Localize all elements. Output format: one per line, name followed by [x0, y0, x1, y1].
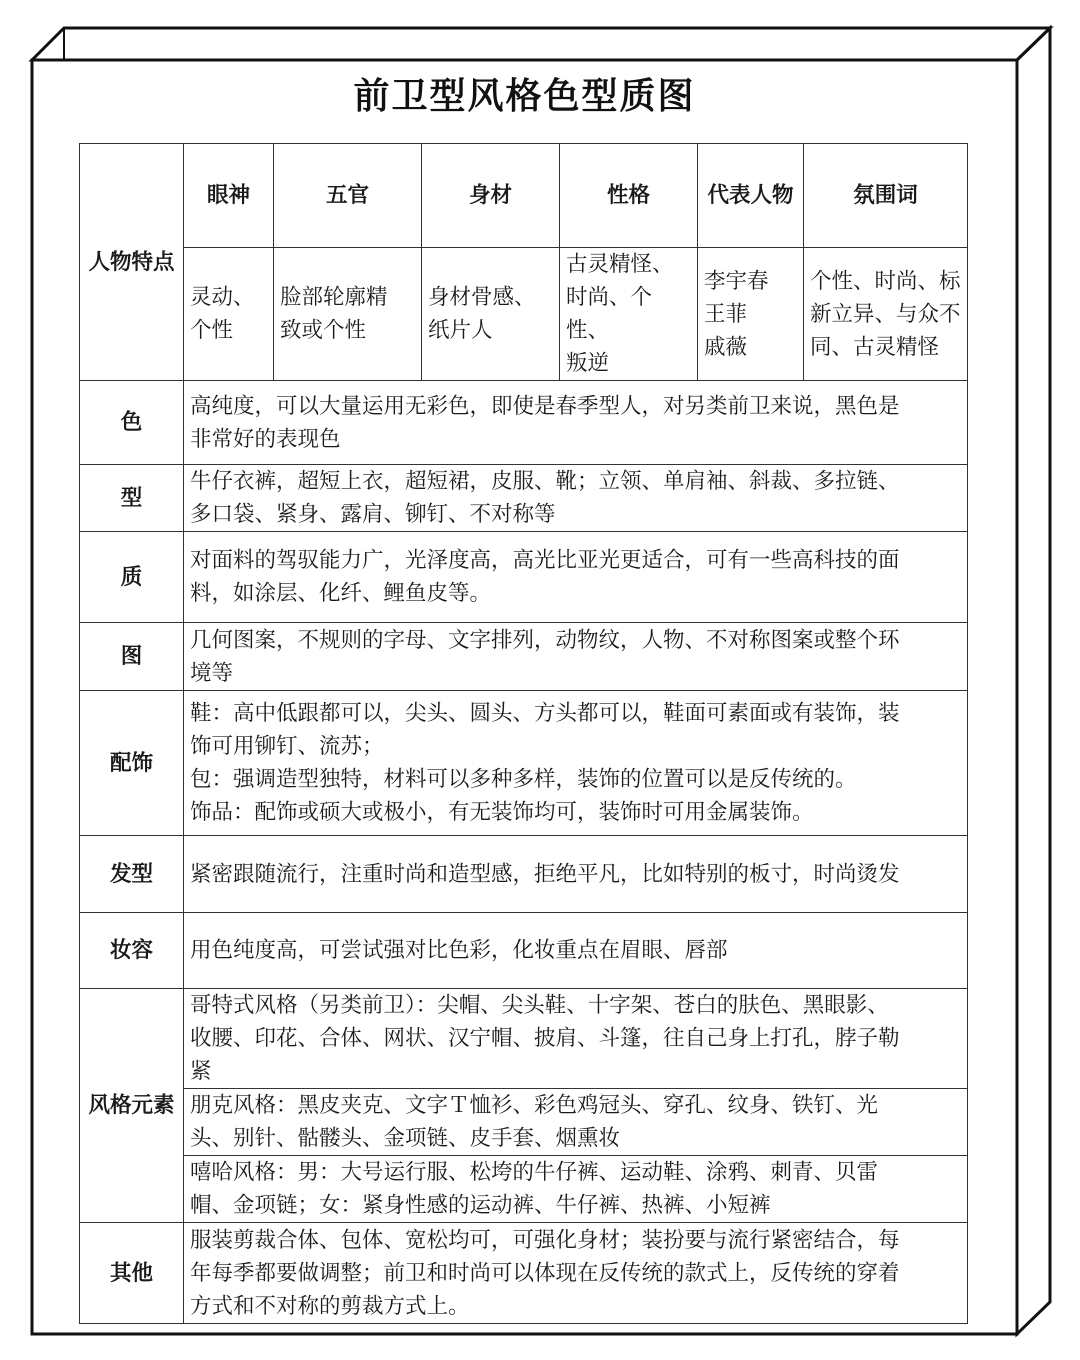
text-line: 高纯度，可以大量运用无彩色，即使是春季型人，对另类前卫来说，黑色是: [190, 393, 900, 419]
row-elements-gothic: [80, 989, 968, 1089]
row-label-makeup: 妆容: [80, 913, 184, 989]
header-eyes: 眼神: [184, 144, 274, 248]
row-shape: [80, 465, 968, 532]
value-atmosphere-words: [804, 248, 968, 381]
text-line: 李宇春: [704, 268, 769, 294]
row-label-shape: 型: [80, 465, 184, 532]
row-content-other: [184, 1223, 968, 1324]
text-line: 头、别针、骷髅头、金项链、皮手套、烟熏妆: [190, 1126, 621, 1151]
elements-punk: [184, 1089, 968, 1156]
elements-hiphop: [184, 1156, 968, 1223]
style-table: [79, 143, 968, 1324]
text-line: 个性: [190, 318, 234, 343]
features-value-row: [80, 248, 968, 381]
row-label-accessories: 配饰: [80, 691, 184, 836]
text-line: 同、古灵精怪: [810, 334, 940, 360]
text-line: 嘻哈风格：男：大号运行服、松垮的牛仔裤、运动鞋、涂鸦、刺青、贝雷: [190, 1160, 879, 1185]
text-line: 用色纯度高，可尝试强对比色彩，化妆重点在眉眼、唇部: [190, 938, 728, 963]
text-line: 朋克风格：黑皮夹克、文字Ｔ恤衫、彩色鸡冠头、穿孔、纹身、铁钉、光: [190, 1093, 879, 1118]
text-line: 鞋：高中低跟都可以，尖头、圆头、方头都可以，鞋面可素面或有装饰，装: [190, 701, 900, 726]
text-line: 非常好的表现色: [190, 426, 341, 452]
text-line: 境等: [190, 660, 234, 686]
text-line: 灵动、: [190, 285, 255, 310]
text-line: 牛仔衣裤，超短上衣，超短裙，皮服、靴；立领、单肩袖、斜裁、多拉链、: [190, 469, 900, 494]
text-line: 个性、时尚、标: [810, 268, 961, 294]
row-content-color: [184, 381, 968, 465]
text-line: 几何图案，不规则的字母、文字排列，动物纹，人物、不对称图案或整个环: [190, 627, 900, 653]
row-content-pattern: [184, 623, 968, 691]
row-makeup: [80, 913, 968, 989]
value-personality: [560, 248, 698, 381]
text-line: 纸片人: [428, 318, 493, 343]
text-line: 新立异、与众不: [810, 301, 961, 327]
row-content-hair: [184, 836, 968, 913]
row-content-accessories: [184, 691, 968, 836]
box-top-face: [32, 28, 1050, 60]
row-content-texture: [184, 532, 968, 623]
page-title: 前卫型风格色型质图: [353, 76, 696, 117]
features-header-row: [80, 144, 968, 248]
text-line: 年每季都要做调整；前卫和时尚可以体现在反传统的款式上，反传统的穿着: [190, 1260, 900, 1286]
row-other: [80, 1223, 968, 1324]
elements-gothic: [184, 989, 968, 1089]
row-label-elements: 风格元素: [80, 989, 184, 1223]
header-figure: 身材: [422, 144, 560, 248]
text-line: 致或个性: [280, 318, 367, 343]
row-label-features: 人物特点: [80, 144, 184, 381]
header-representatives: 代表人物: [698, 144, 804, 248]
text-line: 王菲: [704, 301, 748, 327]
row-label-other: 其他: [80, 1223, 184, 1324]
row-texture: [80, 532, 968, 623]
row-label-color: 色: [80, 381, 184, 465]
text-line: 服装剪裁合体、包体、宽松均可，可强化身材；装扮要与流行紧密结合，每: [190, 1227, 900, 1253]
row-color: [80, 381, 968, 465]
text-line: 收腰、印花、合体、网状、汉宁帽、披肩、斗篷，往自己身上打孔，脖子勒: [190, 1026, 900, 1051]
header-facial-features: 五官: [274, 144, 422, 248]
text-line: 古灵精怪、: [566, 252, 674, 277]
row-content-shape: [184, 465, 968, 532]
text-line: 紧: [190, 1059, 212, 1084]
text-line: 饰可用铆钉、流苏；: [190, 734, 384, 759]
row-label-pattern: 图: [80, 623, 184, 691]
row-elements-punk: [80, 1089, 968, 1156]
row-label-texture: 质: [80, 532, 184, 623]
text-line: 哥特式风格（另类前卫）：尖帽、尖头鞋、十字架、苍白的肤色、黑眼影、: [190, 993, 889, 1018]
value-figure: [422, 248, 560, 381]
text-line: 叛逆: [566, 351, 610, 376]
text-line: 身材骨感、: [428, 285, 536, 310]
text-line: 帽、金项链；女：紧身性感的运动裤、牛仔裤、热裤、小短裤: [190, 1193, 771, 1218]
row-label-hair: 发型: [80, 836, 184, 913]
row-pattern: [80, 623, 968, 691]
value-facial-features: [274, 248, 422, 381]
text-line: 紧密跟随流行，注重时尚和造型感，拒绝平凡，比如特别的板寸，时尚烫发: [190, 861, 900, 887]
text-line: 对面料的驾驭能力广，光泽度高，高光比亚光更适合，可有一些高科技的面: [190, 548, 900, 573]
row-content-makeup: [184, 913, 968, 989]
row-elements-hiphop: [80, 1156, 968, 1223]
text-line: 脸部轮廓精: [280, 285, 388, 310]
row-hair: [80, 836, 968, 913]
text-line: 戚薇: [704, 334, 748, 360]
header-atmosphere-words: 氛围词: [804, 144, 968, 248]
box-right-face: [1017, 28, 1050, 1334]
text-line: 方式和不对称的剪裁方式上。: [190, 1293, 470, 1319]
value-representatives: [698, 248, 804, 381]
text-line: 饰品：配饰或硕大或极小，有无装饰均可，装饰时可用金属装饰。: [190, 800, 814, 825]
text-line: 料，如涂层、化纤、鲤鱼皮等。: [190, 581, 492, 606]
header-personality: 性格: [560, 144, 698, 248]
text-line: 多口袋、紧身、露肩、铆钉、不对称等: [190, 502, 556, 527]
row-accessories: [80, 691, 968, 836]
text-line: 时尚、个性、: [566, 285, 653, 343]
value-eyes: [184, 248, 274, 381]
text-line: 包：强调造型独特，材料可以多种多样，装饰的位置可以是反传统的。: [190, 767, 857, 792]
